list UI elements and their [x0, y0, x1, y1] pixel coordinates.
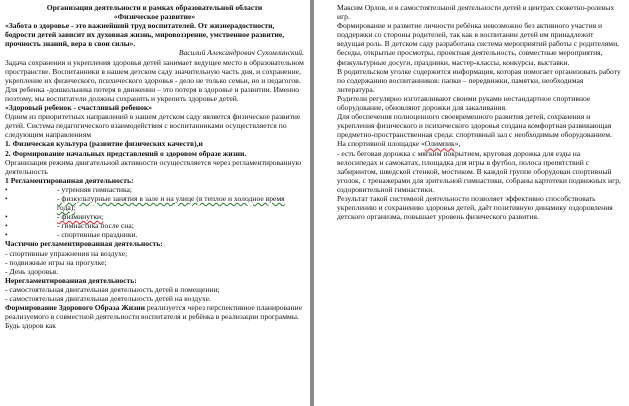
regulated-heading: 1 Регламентированная деятельность: [5, 175, 134, 185]
partial-item: - День здоровья. [5, 266, 59, 276]
list-item-text: - физминутки; [57, 212, 104, 222]
healthy-lifestyle-bold: Формирование Здорового Образа Жизни [5, 303, 145, 313]
healthy-lifestyle-text: реализуется через перспективное планирование реализуемого в совместной деятельности воспитателя и ребёнка в реализации программы. Будь здоров как [5, 303, 302, 331]
epigraph-author: Василий Александрович Сухомлинский. [178, 48, 304, 58]
parents-corner-paragraph: В родительском уголке содержится информация, которая помогает организовать работу по содержанию воспитанников: папки – передвижки, памятки, необходимая литература. [337, 66, 621, 94]
environment-paragraph [337, 112, 621, 148]
result-paragraph: Результат такой системной деятельности позволяет эффективно способствовать укреплению и сохранению здоровья детей, даёт позитивную динамику оздоровления детского организма, повышает уровень физического развития. [337, 193, 613, 222]
bullet-marker: • [5, 212, 8, 222]
epigraph: «Забота о здоровье - это важнейший труд воспитателей. От жизнерадостности, бодрости детей зависит их духовная жизнь, мировоззрение, умственное развитие, прочность знаний, вера в свои силы». [5, 21, 285, 49]
healthy-lifestyle-paragraph [5, 303, 304, 330]
equipment-paragraph: Родители регулярно изготавливают своими руками нестандартное спортивное оборудование, обновляют дорожки для закаливания. [337, 93, 591, 113]
playground-paragraph: - есть беговая дорожка с мягким покрытием, круговая дорожка для езды на велосипедах и самокатах, площадка для игры в футбол, полоса препятствий с лабиринтом, шведской стенкой, мостиком. В каждой группе оборудован спортивный уголок, с тренажерами для зрительной гимнастики, собраны картотеки подвижных игр, оздоровительной гимнастики. [337, 148, 621, 194]
partial-heading: Частично регламентированная деятельность: [5, 239, 163, 249]
bullet-marker: • [5, 221, 8, 231]
nonregulated-heading: Нерегламентированная деятельность: [5, 275, 137, 285]
partial-item: - подвижные игры на прогулке; [5, 257, 107, 267]
nonregulated-item: - самостоятельная двигательная деятельность детей в помещении; [5, 284, 220, 294]
parents-paragraph: Формирование и развитие личности ребёнка невозможно без активного участия и поддержки со стороны родителей, так как в воспитании детей им принадлежит ведущая роль. В детском саду разработана система мероприятий работы с родителями, беседы, открытые просмотры, проектная деятельность, совместные мероприятия, физкультурные досуги, праздники, мастер-классы, конкурсы, выставки. [337, 21, 620, 67]
directions-paragraph: Одним из приоритетных направлений в нашем детском саду является физическое развитие детей. Система педагогического взаимодействия с воспитанниками осуществляется по следующим направлениям [5, 112, 301, 140]
direction-1: 1. Физическая культура (развитие физических качеств),и [5, 139, 203, 149]
intro-paragraph: Задача сохранения и укрепления здоровья детей занимает ведущее место в образовательном пространстве. Воспитанники в нашем детском саду значительную часть дня, и сохранение, укрепление их физического, психического здоровья - дело не только семьи, но и педагогов. Для ребенка -дошкольника потеря в движении – это потеря в здоровье и развитии. Именно поэтому, мы воспитатели должны сохранить и укрепить здоровье детей. [5, 57, 304, 103]
title-line-2: «Физическое развитие» [113, 12, 196, 22]
list-item-text: - гимнастика после сна; [57, 221, 134, 231]
continuation-paragraph: Максим Орлов, и в самостоятельной деятельности детей в центрах сюжетно-ролевых игр. [337, 3, 615, 22]
list-item-text: - спортивные праздники. [57, 230, 138, 240]
list-item [5, 212, 304, 221]
bullet-marker: • [5, 230, 8, 240]
motto: «Здоровый ребенок - счастливый ребенок» [5, 103, 153, 113]
list-item [5, 230, 304, 239]
nonregulated-item: - самостоятельная двигательная деятельность детей на воздухе. [5, 294, 211, 303]
list-item [5, 185, 304, 194]
title-line-1: Организация деятельности в рамках образовательной области [46, 3, 263, 12]
playground-name: Олимпик [424, 139, 455, 149]
bullet-marker: • [5, 193, 8, 203]
list-item [5, 221, 304, 230]
list-item-text: - утренняя гимнастика; [57, 184, 133, 194]
left-page [0, 0, 310, 406]
list-item-text: - физкультурные занятия в зале и на улице (в теплое и холодное время года); [57, 193, 285, 213]
regime-paragraph: Организация режима двигательной активности осуществляется через регламентированную деятельность [5, 157, 302, 176]
environment-text-end: », [454, 139, 461, 149]
environment-text: Для обеспечения полноценного своевременного развития детей, сохранения и укрепления физического и психического здоровья создана комфортная развивающая предметно-пространственная среда: спортивный зал с необходимым оборудованием. На спортивной площадке « [337, 112, 612, 149]
right-page [314, 0, 629, 406]
bullet-marker: • [5, 184, 8, 194]
direction-2: 2. Формирование начальных представлений о здоровом образе жизни. [5, 148, 247, 158]
partial-item: - спортивные упражнения на воздухе; [5, 248, 128, 258]
list-item [5, 194, 304, 212]
